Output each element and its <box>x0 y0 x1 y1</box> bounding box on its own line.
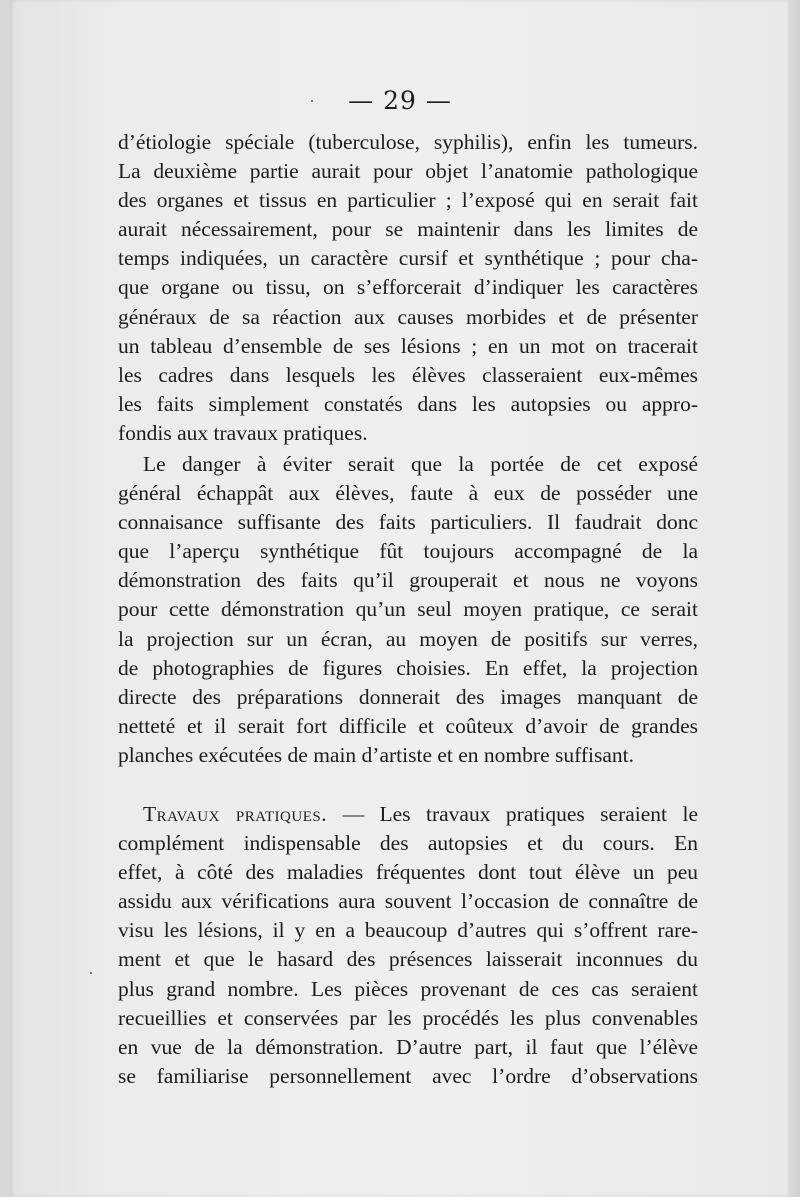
text-line: effet, à côté des maladies fréquentes dont tout élève un peu <box>118 860 698 885</box>
text-line <box>118 800 698 829</box>
text-line: que l’aperçu synthétique fût toujours accompagné de la <box>118 539 698 564</box>
text-line: d’étiologie spéciale (tuberculose, syphilis), enfin les tumeurs. <box>118 130 698 154</box>
text-line: que organe ou tissu, on s’efforcerait d’indiquer les caractères <box>118 275 698 300</box>
text-line: plus grand nombre. Les pièces provenant de ces cas seraient <box>118 976 698 1001</box>
text-line: Le danger à éviter serait que la portée de cet exposé <box>143 452 698 476</box>
text-line: en vue de la démonstration. D’autre part, il faut que l’élève <box>118 1034 698 1059</box>
text-line: connaisance suffisante des faits particuliers. Il faudrait donc <box>118 510 698 535</box>
section-heading: Travaux pratiques. <box>143 802 328 826</box>
text-line: assidu aux vérifications aura souvent l’occasion de connaître de <box>118 889 698 914</box>
text-line: un tableau d’ensemble de ses lésions ; en un mot on tracerait <box>118 333 698 358</box>
text-line: visu les lésions, il y en a beaucoup d’autres qui s’offrent rare- <box>118 918 698 943</box>
text-line: la projection sur un écran, au moyen de positifs sur verres, <box>118 626 698 651</box>
text-line: les cadres dans lesquels les élèves classeraient eux-mêmes <box>118 362 698 387</box>
paragraph-3 <box>118 800 698 1091</box>
text-line: pour cette démonstration qu’un seul moyen pratique, ce serait <box>118 597 698 622</box>
text-line: recueillies et conservées par les procédés les plus convenables <box>118 1005 698 1030</box>
text-line: de photographies de figures choisies. En effet, la projection <box>118 655 698 680</box>
paragraph-1 <box>118 128 698 448</box>
text-line: planches exécutées de main d’artiste et en nombre suffisant. <box>118 742 635 767</box>
text-line: temps indiquées, un caractère cursif et synthétique ; pour cha- <box>118 246 698 271</box>
text-line: aurait nécessairement, pour se maintenir dans les limites de <box>118 217 698 242</box>
text-line: directe des préparations donnerait des images manquant de <box>118 684 698 709</box>
text-line: des organes et tissus en particulier ; l’exposé qui en serait fait <box>118 188 698 213</box>
page-edge <box>788 0 800 1197</box>
print-speck <box>90 972 92 974</box>
text-line: généraux de sa réaction aux causes morbides et de présenter <box>118 304 698 329</box>
text-line: fondis aux travaux pratiques. <box>118 420 368 445</box>
text-line: général échappât aux élèves, faute à eux de posséder une <box>118 481 698 506</box>
text-line: ment et que le hasard des présences laisserait inconnues du <box>118 947 698 972</box>
page-number: — 29 — <box>348 86 452 115</box>
text-line: netteté et il serait fort difficile et coûteux d’avoir de grandes <box>118 713 698 738</box>
text-line: les faits simplement constatés dans les autopsies ou appro- <box>118 391 698 416</box>
text-line: La deuxième partie aurait pour objet l’anatomie pathologique <box>118 159 698 184</box>
paragraph-2 <box>118 450 698 770</box>
text-line: complément indispensable des autopsies et du cours. En <box>118 831 698 856</box>
text-line-rest: — Les travaux pratiques seraient le <box>342 802 698 826</box>
text-line: démonstration des faits qu’il grouperait et nous ne voyons <box>118 568 698 593</box>
text-line: se familiarise personnellement avec l’ordre d’observations <box>118 1063 698 1088</box>
